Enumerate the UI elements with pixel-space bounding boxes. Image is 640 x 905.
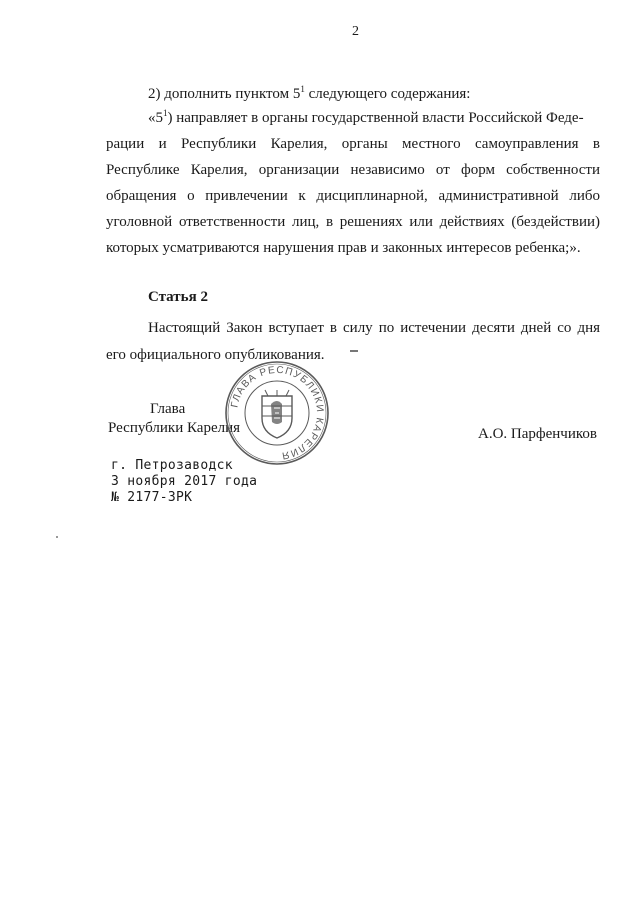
quoted-provision-first-line [106,100,600,131]
official-seal [224,360,330,466]
seal-ring-text: ГЛАВА РЕСПУБЛИКИ КАРЕЛИЯ [229,364,326,461]
signatory-position-line2: Республики Карелия [108,420,241,436]
typed-date: 3 ноября 2017 года [111,474,258,489]
coat-of-arms-icon [262,390,292,438]
typed-number: № 2177-ЗРК [111,490,193,505]
article-heading: Статья 2 [148,289,208,305]
signatory-position-line1: Глава [150,401,186,417]
signatory-name: А.О. Парфенчиков [478,426,597,442]
amendment-item-sup: 1 [300,84,305,94]
amendment-item-tail: следующего содержания: [304,86,471,102]
quote-first-line-text: ) направляет в органы государственной власти Российской Феде- [167,110,584,126]
article-text: Настоящий Закон вступает в силу по истечении десяти дней со дня его официального опубликования. [106,320,600,363]
scan-speck [56,536,58,538]
quoted-provision-body: рации и Республики Карелия, органы местного самоуправления в Республике Карелия, организации независимо от форм собственности обращения о привлечении к дисциплинарной, административной либо уголовной ответственности лиц, в решениях или действиях (бездействии) которых усматриваются нарушения прав и законных интересов ребенка;». [106,136,600,256]
typed-city: г. Петрозаводск [111,458,233,473]
quote-open: «5 [148,110,163,126]
stray-mark [350,350,358,352]
quote-sup: 1 [163,108,168,118]
amendment-item-lead: 2) дополнить пунктом 5 [148,86,301,102]
quoted-provision [106,100,600,261]
page-number: 2 [352,24,359,39]
